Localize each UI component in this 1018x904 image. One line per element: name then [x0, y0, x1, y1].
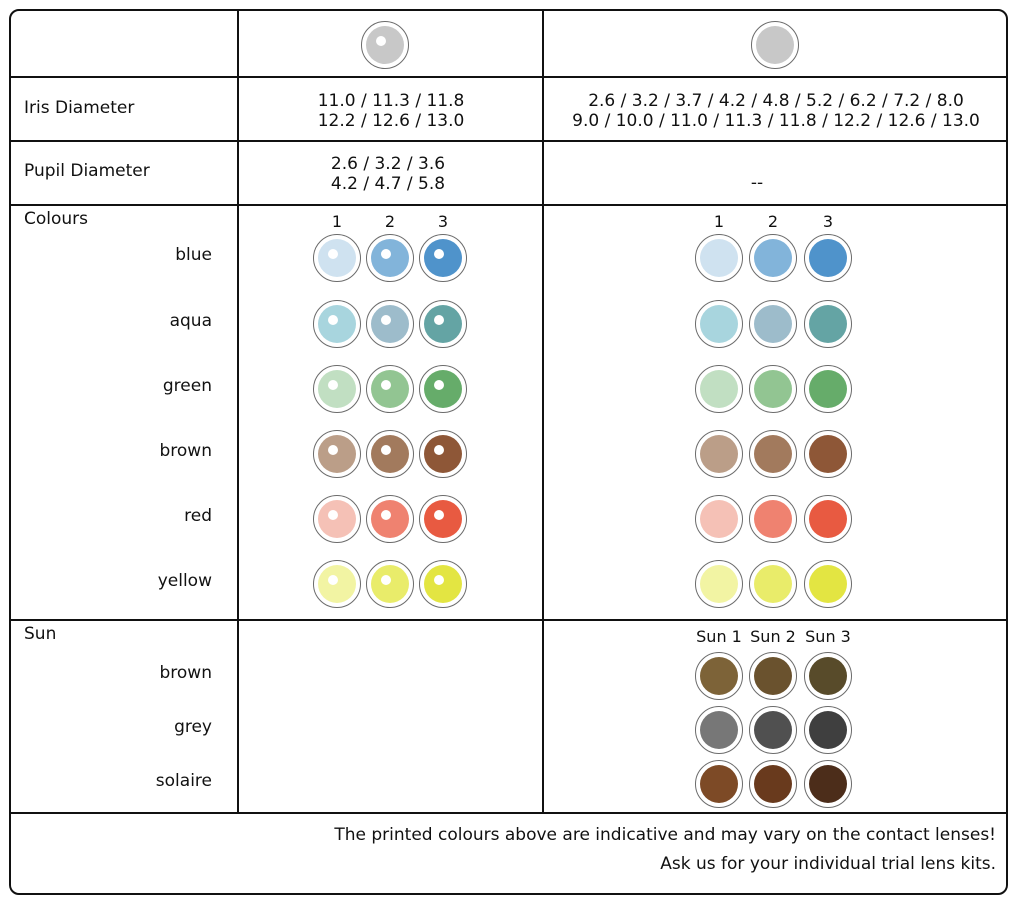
colour-number-col2: 3	[822, 212, 834, 231]
lens-brown-1-solid	[695, 430, 743, 478]
lens-pupil	[434, 315, 444, 325]
lens-blue-2-with-pupil	[366, 234, 414, 282]
lens-aqua-3-solid	[804, 300, 852, 348]
lens-iris	[809, 711, 847, 749]
row-divider	[9, 619, 1008, 621]
lens-iris	[700, 435, 738, 473]
lens-iris	[700, 711, 738, 749]
iris-diameter-col1-line1: 11.0 / 11.3 / 11.8	[317, 91, 465, 111]
lens-iris	[809, 657, 847, 695]
iris-diameter-label: Iris Diameter	[24, 98, 135, 118]
lens-iris	[809, 435, 847, 473]
lens-iris	[809, 500, 847, 538]
pupil-diameter-col2: --	[750, 173, 764, 193]
header-iris-col2	[756, 26, 794, 64]
row-divider	[9, 76, 1008, 78]
lens-iris	[424, 305, 462, 343]
lens-yellow-3-solid	[804, 560, 852, 608]
pupil-diameter-label: Pupil Diameter	[24, 161, 150, 181]
lens-yellow-1-solid	[695, 560, 743, 608]
lens-iris	[754, 657, 792, 695]
lens-pupil	[381, 380, 391, 390]
lens-iris	[809, 370, 847, 408]
lens-sun-solaire-3	[804, 760, 852, 808]
lens-brown-3-with-pupil	[419, 430, 467, 478]
lens-iris	[754, 711, 792, 749]
lens-sun-brown-2	[749, 652, 797, 700]
colour-name-green: green	[162, 376, 212, 396]
lens-pupil	[328, 575, 338, 585]
iris-diameter-col2-line2: 9.0 / 10.0 / 11.0 / 11.3 / 11.8 / 12.2 / 12.6 / 13.0	[572, 111, 980, 131]
lens-iris	[371, 305, 409, 343]
pupil-diameter-col1-line2: 4.2 / 4.7 / 5.8	[330, 174, 446, 194]
lens-red-1-solid	[695, 495, 743, 543]
lens-iris	[754, 500, 792, 538]
lens-pupil	[328, 315, 338, 325]
lens-sun-brown-3	[804, 652, 852, 700]
lens-iris	[424, 239, 462, 277]
colour-name-aqua: aqua	[169, 311, 212, 331]
header-iris-col1	[366, 26, 404, 64]
lens-with-pupil-icon	[361, 21, 409, 69]
lens-iris	[371, 500, 409, 538]
column-divider	[542, 9, 544, 814]
lens-aqua-1-with-pupil	[313, 300, 361, 348]
colour-number-col2: 1	[713, 212, 725, 231]
row-divider	[9, 204, 1008, 206]
lens-iris	[318, 305, 356, 343]
lens-red-1-with-pupil	[313, 495, 361, 543]
lens-yellow-3-with-pupil	[419, 560, 467, 608]
sun-number: Sun 1	[696, 627, 742, 646]
lens-iris	[424, 435, 462, 473]
lens-aqua-2-solid	[749, 300, 797, 348]
lens-iris	[371, 239, 409, 277]
sun-label: Sun	[24, 624, 57, 644]
lens-green-1-with-pupil	[313, 365, 361, 413]
colour-name-blue: blue	[175, 245, 212, 265]
lens-red-2-solid	[749, 495, 797, 543]
lens-iris	[424, 565, 462, 603]
colour-number-col2: 2	[767, 212, 779, 231]
lens-green-3-solid	[804, 365, 852, 413]
lens-iris	[318, 370, 356, 408]
colour-number-col1: 2	[384, 212, 396, 231]
lens-blue-1-with-pupil	[313, 234, 361, 282]
sun-number: Sun 3	[805, 627, 851, 646]
lens-green-3-with-pupil	[419, 365, 467, 413]
lens-yellow-2-solid	[749, 560, 797, 608]
sun-number: Sun 2	[750, 627, 796, 646]
lens-pupil	[328, 380, 338, 390]
lens-sun-grey-1	[695, 706, 743, 754]
lens-pupil	[434, 575, 444, 585]
lens-pupil	[381, 575, 391, 585]
lens-sun-brown-1	[695, 652, 743, 700]
lens-pupil	[381, 249, 391, 259]
lens-iris	[700, 500, 738, 538]
lens-blue-1-solid	[695, 234, 743, 282]
iris-diameter-col2-line1: 2.6 / 3.2 / 3.7 / 4.2 / 4.8 / 5.2 / 6.2 / 7.2 / 8.0	[588, 91, 964, 111]
lens-iris	[424, 500, 462, 538]
lens-iris	[700, 370, 738, 408]
lens-pupil	[328, 510, 338, 520]
lens-aqua-2-with-pupil	[366, 300, 414, 348]
lens-sun-grey-2	[749, 706, 797, 754]
lens-pupil	[434, 445, 444, 455]
lens-iris	[371, 565, 409, 603]
lens-aqua-3-with-pupil	[419, 300, 467, 348]
lens-sun-grey-3	[804, 706, 852, 754]
lens-brown-1-with-pupil	[313, 430, 361, 478]
lens-brown-2-solid	[749, 430, 797, 478]
lens-iris	[318, 500, 356, 538]
colour-name-yellow: yellow	[157, 571, 212, 591]
lens-yellow-2-with-pupil	[366, 560, 414, 608]
lens-iris	[754, 565, 792, 603]
colour-number-col1: 3	[437, 212, 449, 231]
lens-aqua-1-solid	[695, 300, 743, 348]
lens-iris	[318, 565, 356, 603]
lens-pupil	[328, 445, 338, 455]
lens-pupil	[381, 315, 391, 325]
lens-yellow-1-with-pupil	[313, 560, 361, 608]
sun-name-brown: brown	[159, 663, 212, 683]
lens-sun-solaire-2	[749, 760, 797, 808]
lens-iris	[700, 765, 738, 803]
pupil-diameter-col1-line1: 2.6 / 3.2 / 3.6	[330, 154, 446, 174]
lens-iris	[424, 370, 462, 408]
lens-iris	[754, 305, 792, 343]
lens-red-3-solid	[804, 495, 852, 543]
lens-green-2-with-pupil	[366, 365, 414, 413]
lens-red-2-with-pupil	[366, 495, 414, 543]
lens-iris	[318, 435, 356, 473]
lens-iris	[371, 370, 409, 408]
lens-iris	[809, 765, 847, 803]
lens-iris	[809, 305, 847, 343]
lens-red-3-with-pupil	[419, 495, 467, 543]
row-divider	[9, 140, 1008, 142]
lens-iris	[318, 239, 356, 277]
lens-sun-solaire-1	[695, 760, 743, 808]
lens-solid-icon	[751, 21, 799, 69]
colour-name-red: red	[184, 506, 212, 526]
lens-pupil	[434, 510, 444, 520]
lens-iris	[700, 239, 738, 277]
lens-iris	[700, 305, 738, 343]
lens-brown-3-solid	[804, 430, 852, 478]
lens-pupil	[328, 249, 338, 259]
iris-diameter-col1-line2: 12.2 / 12.6 / 13.0	[317, 111, 465, 131]
lens-iris	[700, 657, 738, 695]
sun-name-solaire: solaire	[155, 771, 212, 791]
column-divider	[237, 9, 239, 814]
lens-green-2-solid	[749, 365, 797, 413]
lens-blue-2-solid	[749, 234, 797, 282]
colours-label: Colours	[24, 209, 89, 229]
lens-iris	[809, 565, 847, 603]
lens-iris	[754, 765, 792, 803]
lens-pupil	[381, 510, 391, 520]
lens-iris	[809, 239, 847, 277]
footer-disclaimer: The printed colours above are indicative and may vary on the contact lenses!	[334, 825, 996, 845]
lens-blue-3-solid	[804, 234, 852, 282]
colour-number-col1: 1	[331, 212, 343, 231]
colour-name-brown: brown	[159, 441, 212, 461]
row-divider	[9, 812, 1008, 814]
lens-blue-3-with-pupil	[419, 234, 467, 282]
lens-iris	[754, 370, 792, 408]
lens-pupil	[434, 380, 444, 390]
lens-pupil	[381, 445, 391, 455]
lens-iris	[700, 565, 738, 603]
lens-iris	[754, 435, 792, 473]
lens-pupil	[434, 249, 444, 259]
lens-brown-2-with-pupil	[366, 430, 414, 478]
lens-iris	[754, 239, 792, 277]
lens-iris	[371, 435, 409, 473]
lens-green-1-solid	[695, 365, 743, 413]
header-pupil-col1	[376, 36, 386, 46]
footer-trial-kits: Ask us for your individual trial lens kits.	[660, 854, 996, 874]
sun-name-grey: grey	[174, 717, 212, 737]
